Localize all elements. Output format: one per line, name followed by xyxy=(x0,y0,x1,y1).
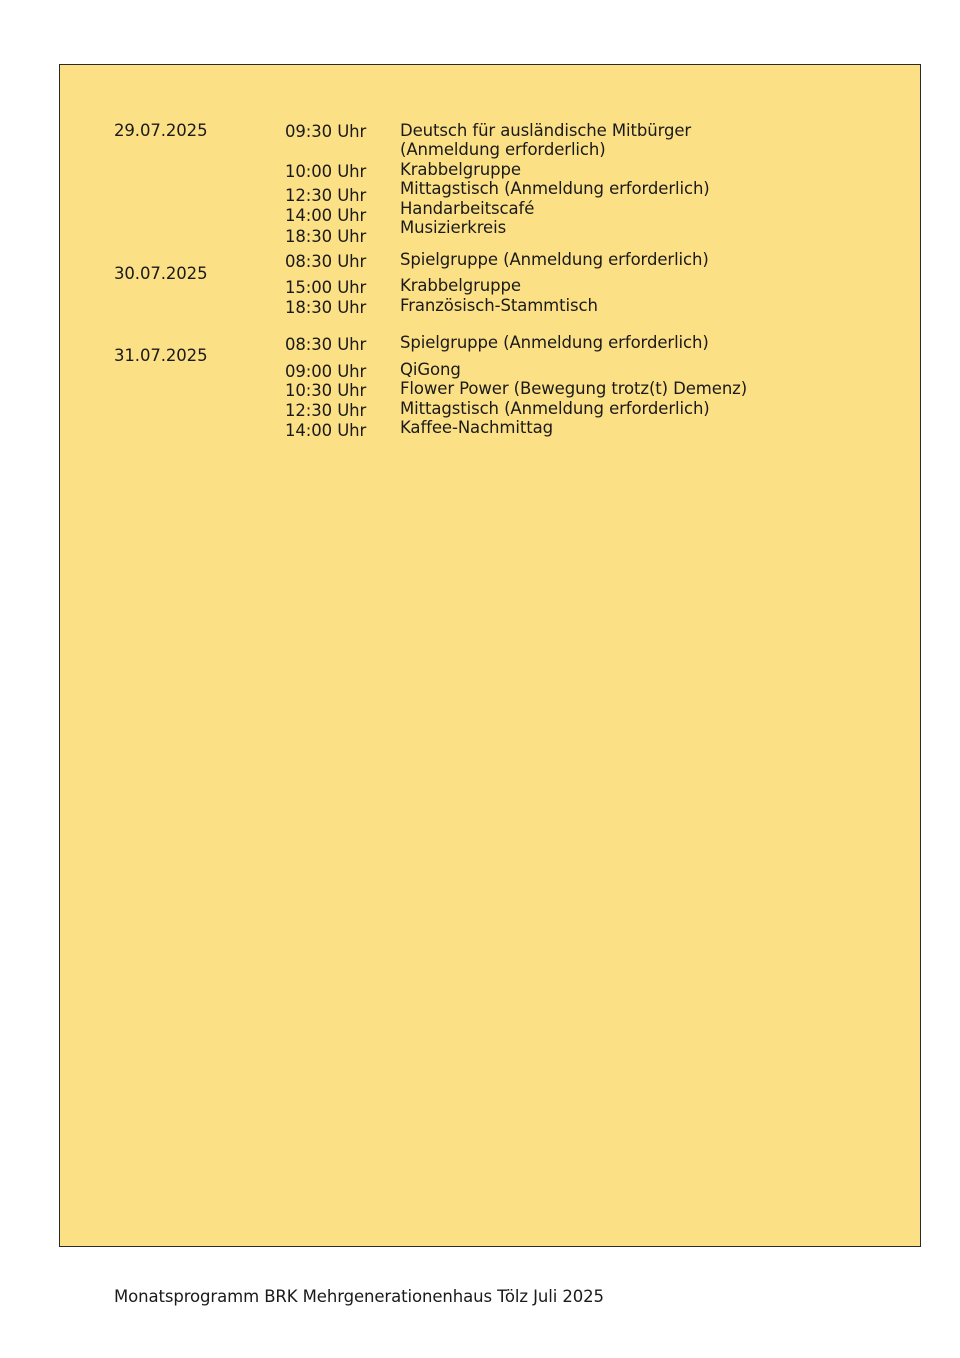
event-day3-entry4: Mittagstisch (Anmeldung erforderlich) xyxy=(400,399,710,418)
event-day3-entry2: QiGong xyxy=(400,360,461,379)
event-day1-entry5: Musizierkreis xyxy=(400,218,507,237)
time-day2-entry1: 08:30 Uhr xyxy=(285,252,367,271)
time-day1-entry1: 09:30 Uhr xyxy=(285,122,367,141)
time-day2-entry3: 18:30 Uhr xyxy=(285,298,367,317)
event-day2-entry3: Französisch-Stammtisch xyxy=(400,296,598,315)
time-day2-entry2: 15:00 Uhr xyxy=(285,278,367,297)
event-day3-entry1: Spielgruppe (Anmeldung erforderlich) xyxy=(400,333,709,352)
time-day1-entry4: 14:00 Uhr xyxy=(285,206,367,225)
event-day1-entry3: Mittagstisch (Anmeldung erforderlich) xyxy=(400,179,710,198)
date-31-07-2025: 31.07.2025 xyxy=(114,346,208,365)
event-day2-entry2: Krabbelgruppe xyxy=(400,276,521,295)
event-day1-entry1: Deutsch für ausländische Mitbürger xyxy=(400,121,692,140)
time-day3-entry4: 12:30 Uhr xyxy=(285,401,367,420)
schedule-panel xyxy=(59,64,921,1247)
time-day1-entry5: 18:30 Uhr xyxy=(285,227,367,246)
time-day3-entry5: 14:00 Uhr xyxy=(285,421,367,440)
event-day2-entry1: Spielgruppe (Anmeldung erforderlich) xyxy=(400,250,709,269)
time-day3-entry1: 08:30 Uhr xyxy=(285,335,367,354)
time-day1-entry2: 10:00 Uhr xyxy=(285,162,367,181)
time-day1-entry3: 12:30 Uhr xyxy=(285,186,367,205)
page-footer: Monatsprogramm BRK Mehrgenerationenhaus Tölz Juli 2025 xyxy=(114,1287,604,1306)
event-day1-entry1-line2: (Anmeldung erforderlich) xyxy=(400,140,606,159)
date-29-07-2025: 29.07.2025 xyxy=(114,121,208,140)
time-day3-entry3: 10:30 Uhr xyxy=(285,381,367,400)
time-day3-entry2: 09:00 Uhr xyxy=(285,362,367,381)
event-day3-entry3: Flower Power (Bewegung trotz(t) Demenz) xyxy=(400,379,748,398)
event-day1-entry4: Handarbeitscafé xyxy=(400,199,535,218)
date-30-07-2025: 30.07.2025 xyxy=(114,264,208,283)
event-day3-entry5: Kaffee-Nachmittag xyxy=(400,418,553,437)
event-day1-entry2: Krabbelgruppe xyxy=(400,160,521,179)
